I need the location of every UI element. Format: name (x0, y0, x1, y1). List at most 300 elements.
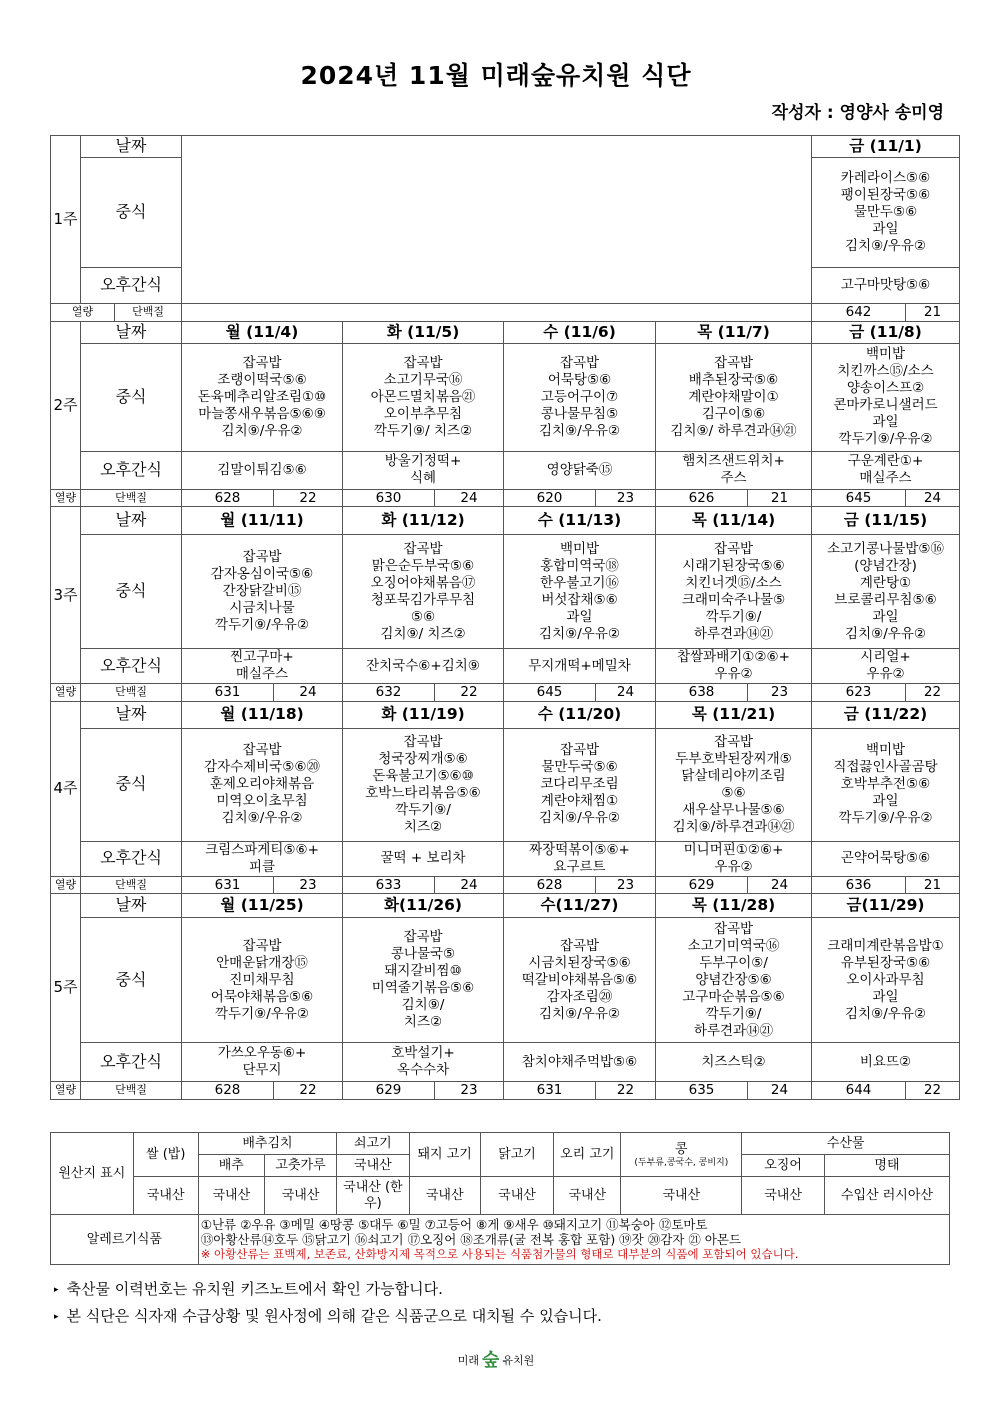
logo-left-text: 미래 (457, 1354, 479, 1367)
snack-item: 짜장떡볶이⑤⑥+ (529, 841, 630, 858)
protein-value: 24 (435, 876, 504, 894)
protein-value: 23 (596, 876, 656, 894)
menu-item: 홍합미역국⑱ (540, 557, 619, 574)
kcal-label: 열량 (51, 1082, 81, 1100)
protein-value: 22 (274, 489, 343, 507)
kcal-value: 629 (656, 876, 748, 894)
snack-menu (656, 451, 812, 489)
menu-item: 크래미계란볶음밥① (827, 937, 944, 954)
menu-item: 조랭이떡국⑤⑥ (217, 371, 307, 388)
menu-item: 계란야채말이① (688, 388, 779, 405)
menu-item: 깍두기⑨/우유② (838, 431, 933, 447)
lunch-menu (656, 535, 812, 649)
origin-bean-value: 국내산 (621, 1177, 742, 1215)
kcal-value: 630 (343, 489, 435, 507)
menu-item: 간장닭갈비⑮ (222, 583, 302, 599)
protein-value: 23 (596, 489, 656, 507)
menu-item: 콩나물무침⑤ (540, 405, 619, 422)
menu-item: ⑤⑥ (410, 608, 436, 625)
menu-item: 잡곡밥 (242, 937, 282, 954)
origin-kimchi: 배추김치 (198, 1133, 336, 1155)
menu-item: 과일 (872, 793, 899, 809)
lunch-menu (182, 728, 343, 841)
menu-item: 치즈② (403, 1014, 443, 1030)
kcal-value: 628 (182, 489, 274, 507)
origin-squid-value: 국내산 (742, 1177, 825, 1215)
menu-item: 두부구이⑤/ (699, 954, 768, 971)
origin-duck-value: 국내산 (554, 1177, 621, 1215)
menu-item: 양송이스프② (846, 380, 925, 396)
allergy-label: 알레르기식품 (51, 1215, 199, 1265)
snack-item: 옥수수차 (396, 1062, 450, 1078)
kcal-value: 644 (812, 1082, 906, 1100)
date-label: 날짜 (81, 894, 182, 918)
day-date: 화 (11/5) (343, 321, 504, 343)
origin-beef: 쇠고기 (337, 1133, 409, 1155)
day-date: 월 (11/25) (182, 894, 343, 918)
menu-item: 김치⑨/하루견과⑭㉑ (672, 818, 795, 835)
snack-menu (656, 1043, 812, 1082)
menu-item: 잡곡밥 (403, 733, 443, 750)
protein-label: 단백질 (81, 876, 182, 894)
menu-item: 김치⑨/우유② (539, 1005, 620, 1022)
protein-value: 24 (748, 876, 812, 894)
menu-item: 청포묵김가루무침 (370, 591, 476, 608)
kindergarten-logo (0, 1346, 992, 1372)
menu-item: 닭살데리야끼조림 (681, 767, 786, 784)
week-label: 3주 (51, 507, 81, 684)
snack-item: 구운계란①+ (847, 453, 924, 469)
kcal-value: 632 (343, 684, 435, 702)
origin-duck: 오리 고기 (554, 1133, 621, 1177)
bullet-triangle-icon: ▸ (54, 1312, 59, 1322)
menu-item: 훈제오리야채볶음 (209, 776, 315, 792)
menu-item: 안매운닭개장⑮ (216, 954, 308, 971)
snack-menu (504, 451, 656, 489)
menu-item: (양념간장) (854, 557, 917, 574)
snack-menu (656, 649, 812, 684)
week-label: 1주 (51, 136, 81, 304)
snack-label: 오후간식 (81, 451, 182, 489)
menu-item: 깍두기⑨/우유② (215, 1005, 309, 1022)
lunch-menu (343, 343, 504, 451)
menu-item: 떡갈비야채볶음⑤⑥ (521, 971, 638, 988)
lunch-menu (182, 535, 343, 649)
snack-item: 비요뜨② (859, 1053, 912, 1070)
menu-item: 오이부추무침 (383, 405, 463, 422)
lunch-label: 중식 (81, 343, 182, 451)
note-1 (54, 1278, 443, 1299)
snack-menu (504, 1043, 656, 1082)
snack-menu (504, 649, 656, 684)
menu-item: 치킨너겟⑮/소스 (685, 574, 782, 591)
snack-menu (182, 1043, 343, 1082)
kcal-value: 628 (504, 876, 596, 894)
day-date: 목 (11/14) (656, 507, 812, 535)
menu-item: 브로콜리무침⑤⑥ (834, 591, 937, 608)
day-date: 목 (11/21) (656, 701, 812, 728)
kcal-value: 636 (812, 876, 906, 894)
menu-item: 카레라이스⑤⑥ (840, 170, 931, 186)
snack-label: 오후간식 (81, 841, 182, 876)
menu-item: 맑은순두부국⑤⑥ (371, 557, 475, 574)
snack-item: 요구르트 (553, 858, 606, 875)
day-date: 수 (11/13) (504, 507, 656, 535)
lunch-menu (504, 918, 656, 1043)
menu-item: 김치⑨/ 하루견과⑭㉑ (670, 422, 797, 439)
bullet-triangle-icon: ▸ (54, 1285, 59, 1295)
menu-item: 깍두기⑨/ (705, 1005, 762, 1022)
menu-item: 하루견과⑭㉑ (693, 1022, 774, 1039)
menu-item: 유부된장국⑤⑥ (840, 954, 931, 971)
origin-rice: 쌀 (밥) (133, 1133, 198, 1177)
menu-item: 계란탕① (859, 574, 912, 591)
lunch-label: 중식 (81, 728, 182, 841)
snack-item: 시리얼+ (860, 649, 911, 665)
menu-item: 두부호박된장찌개⑤ (675, 750, 792, 767)
snack-item: 영양닭죽⑮ (546, 461, 613, 478)
snack-item: 무지개떡+메밀차 (528, 657, 631, 674)
menu-item: 소고기콩나물밥⑤⑯ (827, 540, 944, 557)
kcal-value: 626 (656, 489, 748, 507)
snack-menu (812, 1043, 960, 1082)
date-label: 날짜 (81, 701, 182, 728)
snack-label: 오후간식 (81, 649, 182, 684)
snack-item: 매실주스 (235, 666, 289, 682)
protein-value: 22 (435, 684, 504, 702)
menu-item: 치킨까스⑮/소스 (837, 363, 934, 379)
kcal-value: 642 (812, 304, 906, 322)
lunch-menu (343, 918, 504, 1043)
snack-item: 곤약어묵탕⑤⑥ (840, 850, 931, 866)
origin-rice-value: 국내산 (133, 1177, 198, 1215)
kcal-label: 열량 (51, 684, 81, 702)
menu-item: 김치⑨/우유② (221, 810, 303, 826)
snack-item: 치즈스틱② (701, 1053, 766, 1070)
menu-item: 양념간장⑤⑥ (695, 971, 772, 988)
lunch-menu (182, 343, 343, 451)
menu-item: 김치⑨/우유② (845, 625, 926, 642)
kcal-value: 631 (504, 1082, 596, 1100)
menu-item: 호박느타리볶음⑤⑥ (365, 784, 481, 801)
menu-item: 돼지갈비찜⑩ (384, 963, 462, 979)
snack-item: 가쓰오우동⑥+ (217, 1045, 307, 1061)
snack-item: 주스 (720, 470, 747, 486)
week-label: 2주 (51, 321, 81, 489)
origin-seafood: 수산물 (742, 1133, 950, 1155)
kcal-value: 633 (343, 876, 435, 894)
protein-value: 23 (274, 876, 343, 894)
snack-menu (504, 841, 656, 876)
menu-item: 고등어구이⑦ (540, 388, 619, 405)
snack-item: 호박설기+ (391, 1045, 455, 1061)
menu-item: 잡곡밥 (242, 354, 282, 371)
menu-item: 배추된장국⑤⑥ (688, 371, 779, 388)
menu-item: ⑤⑥ (721, 784, 746, 801)
protein-value: 22 (906, 684, 960, 702)
empty-days-area (182, 136, 812, 304)
day-date: 수 (11/20) (504, 701, 656, 728)
menu-item: 한우불고기⑯ (540, 574, 619, 591)
menu-item: 잡곡밥 (403, 354, 443, 371)
kcal-value: 645 (504, 684, 596, 702)
day-date: 수(11/27) (504, 894, 656, 918)
lunch-label: 중식 (81, 918, 182, 1043)
snack-menu (182, 649, 343, 684)
menu-item: 시래기된장국⑤⑥ (682, 557, 785, 574)
day-date: 금 (11/1) (812, 136, 960, 158)
lunch-menu (504, 535, 656, 649)
lunch-label: 중식 (81, 158, 182, 268)
page-title: 2024년 11월 미래숲유치원 식단 (300, 61, 692, 90)
protein-value: 21 (748, 489, 812, 507)
origin-squid: 오징어 (742, 1155, 825, 1177)
menu-item: 계란야채찜① (540, 793, 619, 809)
protein-value: 21 (906, 304, 960, 322)
menu-item: 김구이⑤⑥ (701, 405, 766, 422)
week-label: 5주 (51, 894, 81, 1082)
day-date: 월 (11/11) (182, 507, 343, 535)
menu-item: 하루견과⑭㉑ (693, 625, 774, 642)
protein-value: 24 (435, 489, 504, 507)
menu-item: 호박부추전⑤⑥ (840, 776, 931, 792)
menu-item: 백미밥 (865, 346, 906, 362)
origin-pollock-value: 수입산 러시아산 (824, 1177, 949, 1215)
lunch-menu (504, 728, 656, 841)
date-label: 날짜 (81, 321, 182, 343)
origin-label: 원산지 표시 (51, 1133, 134, 1215)
menu-item: 소고기미역국⑯ (687, 937, 780, 954)
snack-menu (656, 841, 812, 876)
allergy-list (198, 1215, 949, 1265)
menu-item: 감자수제비국⑤⑥⑳ (204, 759, 320, 775)
day-date: 목 (11/7) (656, 321, 812, 343)
menu-item: 어묵탕⑤⑥ (547, 371, 612, 388)
origin-chili-value: 국내산 (264, 1177, 336, 1215)
protein-value: 22 (906, 1082, 960, 1100)
menu-item: 잡곡밥 (559, 354, 600, 371)
snack-menu (343, 649, 504, 684)
menu-item: 김치⑨/우유② (845, 1005, 926, 1022)
day-date: 금 (11/22) (812, 701, 960, 728)
kcal-value: 631 (182, 876, 274, 894)
menu-item: 잡곡밥 (713, 354, 754, 371)
snack-item: 우유② (866, 666, 905, 682)
menu-item: 시금치된장국⑤⑥ (528, 954, 631, 971)
menu-item: 소고기무국⑯ (383, 371, 463, 388)
kcal-value: 628 (182, 1082, 274, 1100)
origin-pork-value: 국내산 (409, 1177, 480, 1215)
snack-menu (343, 841, 504, 876)
origin-beef-domestic: 국내산 (337, 1155, 409, 1177)
menu-item: 잡곡밥 (242, 549, 282, 565)
protein-value: 22 (274, 1082, 343, 1100)
snack-menu (343, 1043, 504, 1082)
note-2-text: 본 식단은 식자재 수급상황 및 원사정에 의해 같은 식품군으로 대치될 수 있습니다. (66, 1307, 602, 1325)
protein-value: 21 (906, 876, 960, 894)
snack-item: 미니머핀①②⑥+ (683, 841, 784, 858)
menu-item: 오이사과무침 (846, 971, 925, 988)
day-date: 화 (11/19) (343, 701, 504, 728)
origin-chili: 고춧가루 (264, 1155, 336, 1177)
kcal-label: 열량 (51, 876, 81, 894)
snack-item: 우유② (714, 858, 753, 875)
menu-item: 감자조림⑳ (546, 988, 613, 1005)
allergy-line-2: ⑬아황산류⑭호두 ⑮닭고기 ⑯쇠고기 ⑰오징어 ⑱조개류(굴 전복 홍합 포함) ⑲잣 ⑳감자 ㉑ 아몬드 (200, 1232, 742, 1247)
lunch-menu (812, 158, 960, 268)
kcal-value: 623 (812, 684, 906, 702)
snack-item: 단무지 (242, 1062, 282, 1078)
protein-value: 24 (274, 684, 343, 702)
snack-item: 찹쌀꽈배기①②⑥+ (677, 649, 790, 665)
menu-item: 돈육메추리알조림①⑩ (197, 388, 327, 405)
protein-value: 23 (748, 684, 812, 702)
snack-item: 김말이튀김⑤⑥ (217, 461, 307, 478)
origin-pork: 돼지 고기 (409, 1133, 480, 1177)
menu-item: 깍두기⑨/ (705, 608, 762, 625)
lunch-menu (504, 343, 656, 451)
menu-item: 감자옹심이국⑤⑥ (210, 566, 314, 582)
protein-label: 단백질 (115, 304, 182, 322)
menu-item: 아몬드멸치볶음㉑ (370, 388, 476, 405)
menu-table (50, 135, 960, 1100)
menu-item: 깍두기⑨/ (395, 801, 451, 818)
kcal-value: 631 (182, 684, 274, 702)
menu-item: 과일 (566, 608, 593, 625)
note-1-text: 축산물 이력번호는 유치원 키즈노트에서 확인 가능합니다. (66, 1280, 443, 1298)
menu-item: 크래미숙주나물⑤ (681, 591, 786, 608)
note-2 (54, 1305, 602, 1326)
day-date: 화(11/26) (343, 894, 504, 918)
origin-bean (621, 1133, 742, 1177)
day-date: 수 (11/6) (504, 321, 656, 343)
menu-item: 청국장찌개⑤⑥ (378, 750, 468, 767)
snack-label: 오후간식 (81, 1043, 182, 1082)
menu-item: 마늘쫑새우볶음⑤⑥⑨ (198, 405, 326, 422)
menu-item: 직접끓인사골곰탕 (833, 759, 938, 775)
snack-item: 찐고구마+ (230, 649, 294, 665)
menu-item: 잡곡밥 (403, 929, 443, 945)
menu-item: 백미밥 (865, 742, 906, 758)
protein-label: 단백질 (81, 489, 182, 507)
snack-menu (812, 841, 960, 876)
lunch-menu (343, 535, 504, 649)
lunch-menu (182, 918, 343, 1043)
lunch-menu (656, 343, 812, 451)
menu-item: 김치⑨/우유② (539, 810, 620, 826)
kcal-label: 열량 (51, 304, 115, 322)
day-date: 화 (11/12) (343, 507, 504, 535)
snack-menu (812, 451, 960, 489)
date-label: 날짜 (81, 507, 182, 535)
menu-item: 김치⑨/ (401, 997, 445, 1013)
lunch-menu (812, 728, 960, 841)
protein-value: 24 (748, 1082, 812, 1100)
protein-value: 22 (596, 1082, 656, 1100)
menu-item: 잡곡밥 (242, 742, 282, 758)
menu-item: 깍두기⑨/우유② (838, 810, 933, 826)
snack-item: 우유② (714, 666, 753, 682)
origin-cabbage-value: 국내산 (198, 1177, 264, 1215)
menu-item: 깍두기⑨/우유② (215, 617, 309, 633)
menu-item: 잡곡밥 (713, 733, 754, 750)
menu-item: 버섯잡채⑤⑥ (541, 591, 618, 608)
menu-item: 물만두⑤⑥ (853, 204, 918, 220)
snack-menu (343, 451, 504, 489)
origin-bean-note: (두부류,콩국수, 콩비지) (634, 1157, 729, 1168)
day-date: 월 (11/18) (182, 701, 343, 728)
kcal-label: 열량 (51, 489, 81, 507)
kcal-value: 629 (343, 1082, 435, 1100)
menu-item: 김치⑨/우유② (845, 238, 926, 254)
day-date: 목 (11/28) (656, 894, 812, 918)
menu-item: 고구마순볶음⑤⑥ (682, 988, 785, 1005)
menu-item: 잡곡밥 (559, 742, 600, 758)
lunch-label: 중식 (81, 535, 182, 649)
snack-item: 햄치즈샌드위치+ (682, 453, 785, 469)
author-line: 작성자 : 영양사 송미영 (771, 103, 944, 123)
snack-item: 잔치국수⑥+김치⑨ (366, 657, 480, 674)
empty-nutrition-area (182, 304, 812, 322)
menu-item: 미역줄기볶음⑤⑥ (371, 980, 475, 996)
origin-beef-value: 국내산 (한우) (337, 1177, 409, 1215)
menu-item: 김치⑨/우유② (221, 422, 303, 439)
snack-item: 매실주스 (859, 470, 912, 486)
snack-item: 꿀떡 + 보리차 (380, 850, 466, 866)
menu-item: 오징어야채볶음⑰ (370, 574, 476, 591)
protein-value: 23 (435, 1082, 504, 1100)
menu-item: 진미채무침 (229, 971, 295, 988)
allergy-warning: ※ 아황산류는 표백제, 보존료, 산화방지제 목적으로 사용되는 식품첨가물의 형태로 대부분의 식품에 포함되어 있습니다. (200, 1247, 799, 1261)
snack-item: 크림스파게티⑤⑥+ (205, 841, 319, 858)
menu-item: 코다리무조림 (540, 776, 619, 792)
menu-item: 시금치나물 (229, 600, 295, 616)
menu-item: 깍두기⑨/ 치즈② (373, 422, 473, 439)
menu-item: 잡곡밥 (713, 540, 754, 557)
menu-item: 김치⑨/우유② (539, 422, 620, 439)
snack-item: 피클 (248, 858, 276, 875)
menu-item: 팽이된장국⑤⑥ (840, 187, 931, 203)
lunch-menu (812, 535, 960, 649)
menu-item: 새우살무나물⑤⑥ (682, 801, 785, 818)
menu-item: 돈육불고기⑤⑥⑩ (372, 767, 474, 784)
date-label: 날짜 (81, 136, 182, 158)
lunch-menu (812, 343, 960, 451)
menu-item: 과일 (872, 988, 899, 1005)
snack-label: 오후간식 (81, 268, 182, 304)
menu-item: 잡곡밥 (559, 937, 600, 954)
menu-item: 어묵야채볶음⑤⑥ (210, 988, 314, 1005)
kcal-value: 645 (812, 489, 906, 507)
origin-chicken: 닭고기 (480, 1133, 553, 1177)
protein-label: 단백질 (81, 1082, 182, 1100)
menu-item: 백미밥 (559, 540, 600, 557)
menu-item: 과일 (872, 221, 899, 237)
origin-table (50, 1132, 950, 1265)
snack-menu (182, 841, 343, 876)
snack-menu (812, 268, 960, 304)
logo-right-text: 유치원 (502, 1354, 535, 1367)
lunch-menu (656, 918, 812, 1043)
allergy-line-1: ①난류 ②우유 ③메밀 ④땅콩 ⑤대두 ⑥밀 ⑦고등어 ⑧게 ⑨새우 ⑩돼지고기 ⑪복숭아 ⑫토마토 (200, 1217, 708, 1232)
day-date: 금 (11/15) (812, 507, 960, 535)
lunch-menu (343, 728, 504, 841)
origin-cabbage: 배추 (198, 1155, 264, 1177)
protein-label: 단백질 (81, 684, 182, 702)
protein-value: 24 (906, 489, 960, 507)
origin-pollock: 명태 (824, 1155, 949, 1177)
origin-chicken-value: 국내산 (480, 1177, 553, 1215)
